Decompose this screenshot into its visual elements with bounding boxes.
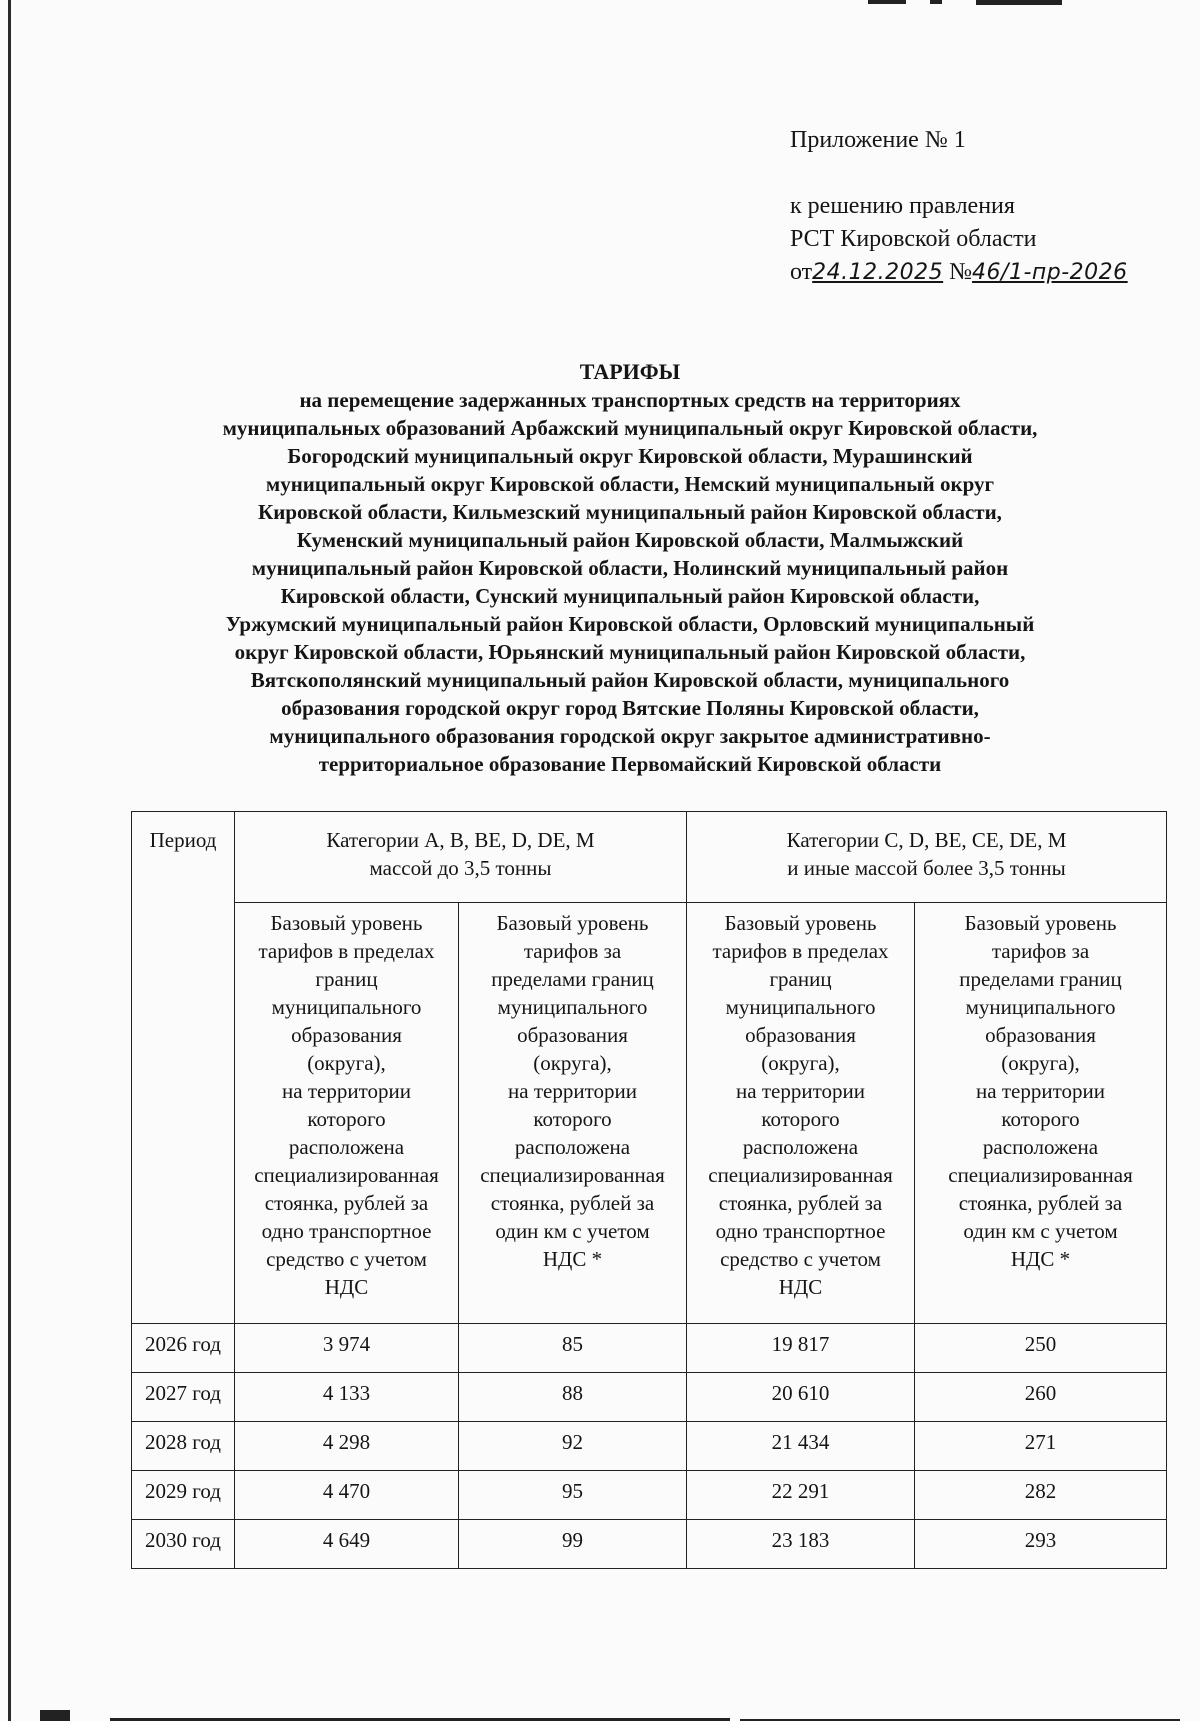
- header-line: муниципального: [497, 995, 648, 1019]
- document-title: [150, 358, 1110, 778]
- appendix-date-number-line: [790, 256, 1128, 289]
- cell-period: 2027 год: [132, 1373, 235, 1422]
- header-line: средство с учетом: [720, 1247, 881, 1271]
- header-line: стоянка, рублей за: [264, 1191, 429, 1215]
- header-line: НДС: [324, 1275, 369, 1299]
- scan-edge-left: [8, 0, 11, 1721]
- appendix-title: Приложение № 1: [790, 127, 966, 153]
- subtitle-line: муниципальный район Кировской области, Нолинский муниципальный район: [251, 556, 1009, 580]
- header-line: одно транспортное: [715, 1219, 886, 1243]
- table-row: [132, 1471, 1167, 1520]
- header-line: на территории: [282, 1079, 411, 1103]
- header-line: средство с учетом: [266, 1247, 427, 1271]
- header-line: (округа),: [1001, 1051, 1080, 1075]
- cell-g1-beyond: 92: [459, 1422, 687, 1471]
- header-line: НДС *: [1010, 1247, 1071, 1271]
- group1-header-line2: массой до 3,5 тонны: [369, 856, 552, 880]
- appendix-decision-line: к решению правления: [790, 193, 1015, 219]
- g1-beyond-header: [459, 903, 687, 1324]
- cell-g2-beyond: 250: [915, 1324, 1167, 1373]
- header-line: расположена: [288, 1135, 405, 1159]
- header-line: на территории: [976, 1079, 1105, 1103]
- header-line: которого: [761, 1107, 840, 1131]
- cell-g2-within: 19 817: [687, 1324, 915, 1373]
- header-line: тарифов за: [991, 939, 1090, 963]
- table-row: [132, 1324, 1167, 1373]
- header-line: образования: [291, 1023, 402, 1047]
- subtitle-line: муниципальных образований Арбажский муниципальный округ Кировской области,: [222, 416, 1038, 440]
- cell-g1-within: 4 649: [235, 1520, 459, 1569]
- document-heading: ТАРИФЫ: [579, 359, 681, 384]
- header-line: расположена: [742, 1135, 859, 1159]
- header-line: образования: [985, 1023, 1096, 1047]
- table-row: [132, 1520, 1167, 1569]
- cell-g2-beyond: 271: [915, 1422, 1167, 1471]
- cell-g1-within: 4 470: [235, 1471, 459, 1520]
- subtitle-line: на перемещение задержанных транспортных средств на территориях: [299, 388, 961, 412]
- header-line: специализированная: [948, 1163, 1133, 1187]
- header-line: муниципального: [271, 995, 422, 1019]
- subtitle-line: Уржумский муниципальный район Кировской области, Орловский муниципальный: [225, 612, 1035, 636]
- cell-g2-beyond: 260: [915, 1373, 1167, 1422]
- scan-mark-top: [868, 0, 1068, 6]
- header-line: границ: [315, 967, 378, 991]
- header-line: образования: [517, 1023, 628, 1047]
- header-line: тарифов за: [523, 939, 622, 963]
- period-header: Период: [132, 812, 235, 1324]
- cell-g1-beyond: 88: [459, 1373, 687, 1422]
- header-line: стоянка, рублей за: [718, 1191, 883, 1215]
- header-line: специализированная: [254, 1163, 439, 1187]
- header-line: Базовый уровень: [724, 911, 877, 935]
- cell-g1-beyond: 85: [459, 1324, 687, 1373]
- cell-g1-within: 3 974: [235, 1324, 459, 1373]
- scan-mark-bottom: [40, 1710, 1190, 1721]
- subtitle-line: муниципальный округ Кировской области, Немский муниципальный округ: [265, 472, 995, 496]
- cell-g1-within: 4 298: [235, 1422, 459, 1471]
- cell-g1-within: 4 133: [235, 1373, 459, 1422]
- header-line: пределами границ: [959, 967, 1122, 991]
- header-line: специализированная: [480, 1163, 665, 1187]
- header-line: которого: [533, 1107, 612, 1131]
- header-line: тарифов в пределах: [712, 939, 889, 963]
- header-line: Базовый уровень: [270, 911, 423, 935]
- subtitle-line: Вятскополянский муниципальный район Кировской области, муниципального: [250, 668, 1010, 692]
- header-line: специализированная: [708, 1163, 893, 1187]
- table-row: [132, 1422, 1167, 1471]
- group1-header-line1: Категории A, B, BE, D, DE, M: [326, 828, 595, 852]
- cell-g2-beyond: 282: [915, 1471, 1167, 1520]
- date-prefix: от: [790, 259, 813, 285]
- tariff-table: [131, 811, 1167, 1569]
- subtitle-line: муниципального образования городской округ закрытое административно-: [269, 724, 991, 748]
- decision-number: 46/1-пр-2026: [972, 260, 1128, 285]
- g2-within-header: [687, 903, 915, 1324]
- group2-header: [687, 812, 1167, 903]
- header-line: НДС: [778, 1275, 823, 1299]
- subtitle-line: образования городской округ город Вятские Поляны Кировской области,: [281, 696, 979, 720]
- appendix-authority-line: РСТ Кировской области: [790, 226, 1037, 252]
- subtitle-line: Кировской области, Сунский муниципальный район Кировской области,: [280, 584, 980, 608]
- header-line: стоянка, рублей за: [958, 1191, 1123, 1215]
- cell-g2-within: 22 291: [687, 1471, 915, 1520]
- cell-g2-within: 21 434: [687, 1422, 915, 1471]
- header-line: муниципального: [725, 995, 876, 1019]
- header-line: (округа),: [533, 1051, 612, 1075]
- header-line: на территории: [508, 1079, 637, 1103]
- header-line: Базовый уровень: [496, 911, 649, 935]
- header-line: образования: [745, 1023, 856, 1047]
- header-line: Базовый уровень: [964, 911, 1117, 935]
- number-prefix: №: [949, 259, 973, 285]
- g1-within-header: [235, 903, 459, 1324]
- g2-beyond-header: [915, 903, 1167, 1324]
- header-line: границ: [769, 967, 832, 991]
- subtitle-line: Кировской области, Кильмезский муниципальный район Кировской области,: [258, 500, 1002, 524]
- group1-header: [235, 812, 687, 903]
- group2-header-line2: и иные массой более 3,5 тонны: [787, 856, 1066, 880]
- subtitle-line: округ Кировской области, Юрьянский муниципальный район Кировской области,: [234, 640, 1026, 664]
- header-line: тарифов в пределах: [258, 939, 435, 963]
- decision-date: 24.12.2025: [812, 260, 944, 285]
- cell-g1-beyond: 99: [459, 1520, 687, 1569]
- header-line: расположена: [514, 1135, 631, 1159]
- subtitle-line: Богородский муниципальный округ Кировской области, Мурашинский: [287, 444, 973, 468]
- cell-period: 2028 год: [132, 1422, 235, 1471]
- cell-g2-within: 23 183: [687, 1520, 915, 1569]
- header-line: на территории: [736, 1079, 865, 1103]
- table-row: [132, 1373, 1167, 1422]
- header-line: одно транспортное: [261, 1219, 432, 1243]
- header-line: которого: [307, 1107, 386, 1131]
- header-line: которого: [1001, 1107, 1080, 1131]
- header-line: пределами границ: [491, 967, 654, 991]
- header-line: (округа),: [761, 1051, 840, 1075]
- header-line: один км с учетом: [963, 1219, 1118, 1243]
- subtitle-line: территориальное образование Первомайский Кировской области: [318, 752, 942, 776]
- group2-header-line1: Категории C, D, BE, CE, DE, M: [786, 828, 1067, 852]
- cell-period: 2029 год: [132, 1471, 235, 1520]
- header-line: НДС *: [542, 1247, 603, 1271]
- cell-g1-beyond: 95: [459, 1471, 687, 1520]
- header-line: расположена: [982, 1135, 1099, 1159]
- cell-period: 2030 год: [132, 1520, 235, 1569]
- cell-g2-beyond: 293: [915, 1520, 1167, 1569]
- header-line: один км с учетом: [495, 1219, 650, 1243]
- header-line: (округа),: [307, 1051, 386, 1075]
- header-line: муниципального: [965, 995, 1116, 1019]
- cell-period: 2026 год: [132, 1324, 235, 1373]
- header-line: стоянка, рублей за: [490, 1191, 655, 1215]
- subtitle-line: Куменский муниципальный район Кировской области, Малмыжский: [296, 528, 964, 552]
- document-subtitle: [150, 386, 1110, 778]
- cell-g2-within: 20 610: [687, 1373, 915, 1422]
